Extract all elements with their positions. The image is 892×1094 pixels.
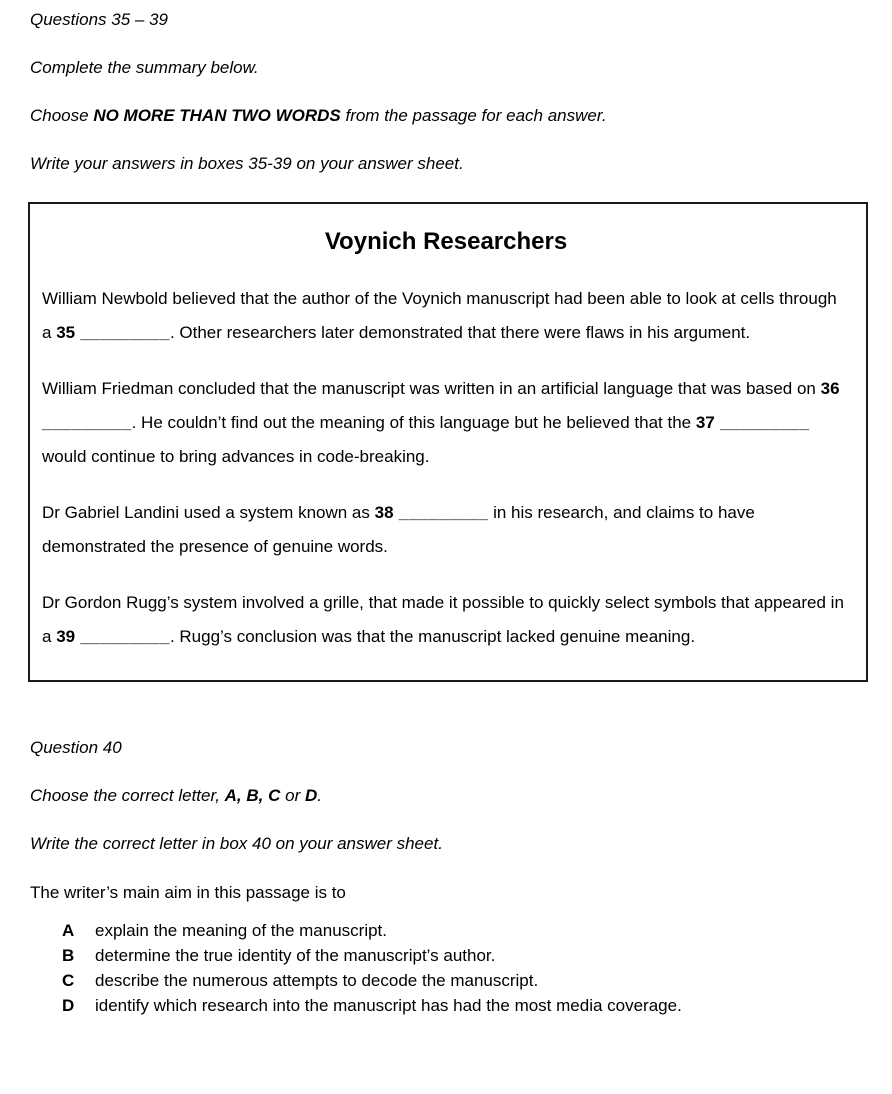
question-number: 39 [56,627,76,646]
summary-text: would continue to bring advances in code-breaking. [42,447,430,466]
instruction-answer-sheet: Write your answers in boxes 35-39 on your answer sheet. [30,154,464,173]
option-letter: B [62,946,75,965]
summary-text: . Rugg’s conclusion was that the manuscript lacked genuine meaning. [169,627,696,646]
summary-paragraph [42,372,850,474]
question-40-stem: The writer’s main aim in this passage is to [30,883,346,902]
option-letter: A [62,921,75,940]
summary-text: Dr Gabriel Landini used a system known as [42,503,375,522]
summary-paragraphs [42,282,850,654]
summary-text: William Friedman concluded that the manuscript was written in an artificial language that was based on [42,379,821,398]
summary-paragraph [42,586,850,654]
summary-paragraph [42,282,850,350]
summary-box [28,202,868,682]
summary-paragraph [42,496,850,564]
answer-blank: _________ [393,503,489,522]
option-text: describe the numerous attempts to decode the manuscript. [95,971,539,990]
summary-text: William Newbold believed that the author of the Voynich manuscript had been able to look at cells through a [42,289,837,342]
option-text: determine the true identity of the manuscript’s author. [95,946,496,965]
answer-blank: _________ [42,413,132,432]
option-text: identify which research into the manuscript has had the most media coverage. [95,996,682,1015]
question-number: 37 [695,413,715,432]
questions-35-39-heading [30,10,862,30]
option-letter: C [62,971,75,990]
question-number: 35 [56,323,76,342]
question-40-section [30,738,862,1018]
summary-title: Voynich Researchers [324,228,568,255]
summary-text: Dr Gordon Rugg’s system involved a grille, that made it possible to quickly select symbols that appeared in a [42,593,844,646]
option-row-B [62,943,862,968]
question-number: 36 [820,379,840,398]
word-limit-emphasis: NO MORE THAN TWO WORDS [93,106,341,125]
summary-text: . He couldn’t find out the meaning of this language but he believed that the [131,413,696,432]
instruction-write-letter: Write the correct letter in box 40 on your answer sheet. [30,834,443,853]
instruction-complete-summary: Complete the summary below. [30,58,259,77]
question-40-options [62,918,862,1018]
option-row-D [62,993,862,1018]
question-number: 38 [374,503,394,522]
option-letter: D [62,996,75,1015]
question-40-heading: Question 40 [30,738,122,757]
letters-emphasis: A, B, C [224,786,281,805]
letter-d-emphasis: D [304,786,318,805]
summary-text: . Other researchers later demonstrated that there were flaws in his argument. [169,323,751,342]
option-text: explain the meaning of the manuscript. [95,921,388,940]
option-row-C [62,968,862,993]
instruction-word-limit: Choose NO MORE THAN TWO WORDS from the passage for each answer. [30,106,607,125]
summary-text: in his research, and claims to have demonstrated the presence of genuine words. [42,503,755,556]
answer-blank: _________ [75,323,170,342]
instruction-choose-letter: Choose the correct letter, A, B, C or D. [30,786,322,805]
questions-range-label: Questions 35 – 39 [30,10,168,29]
answer-blank: _________ [714,413,810,432]
option-row-A [62,918,862,943]
answer-blank: _________ [75,627,170,646]
